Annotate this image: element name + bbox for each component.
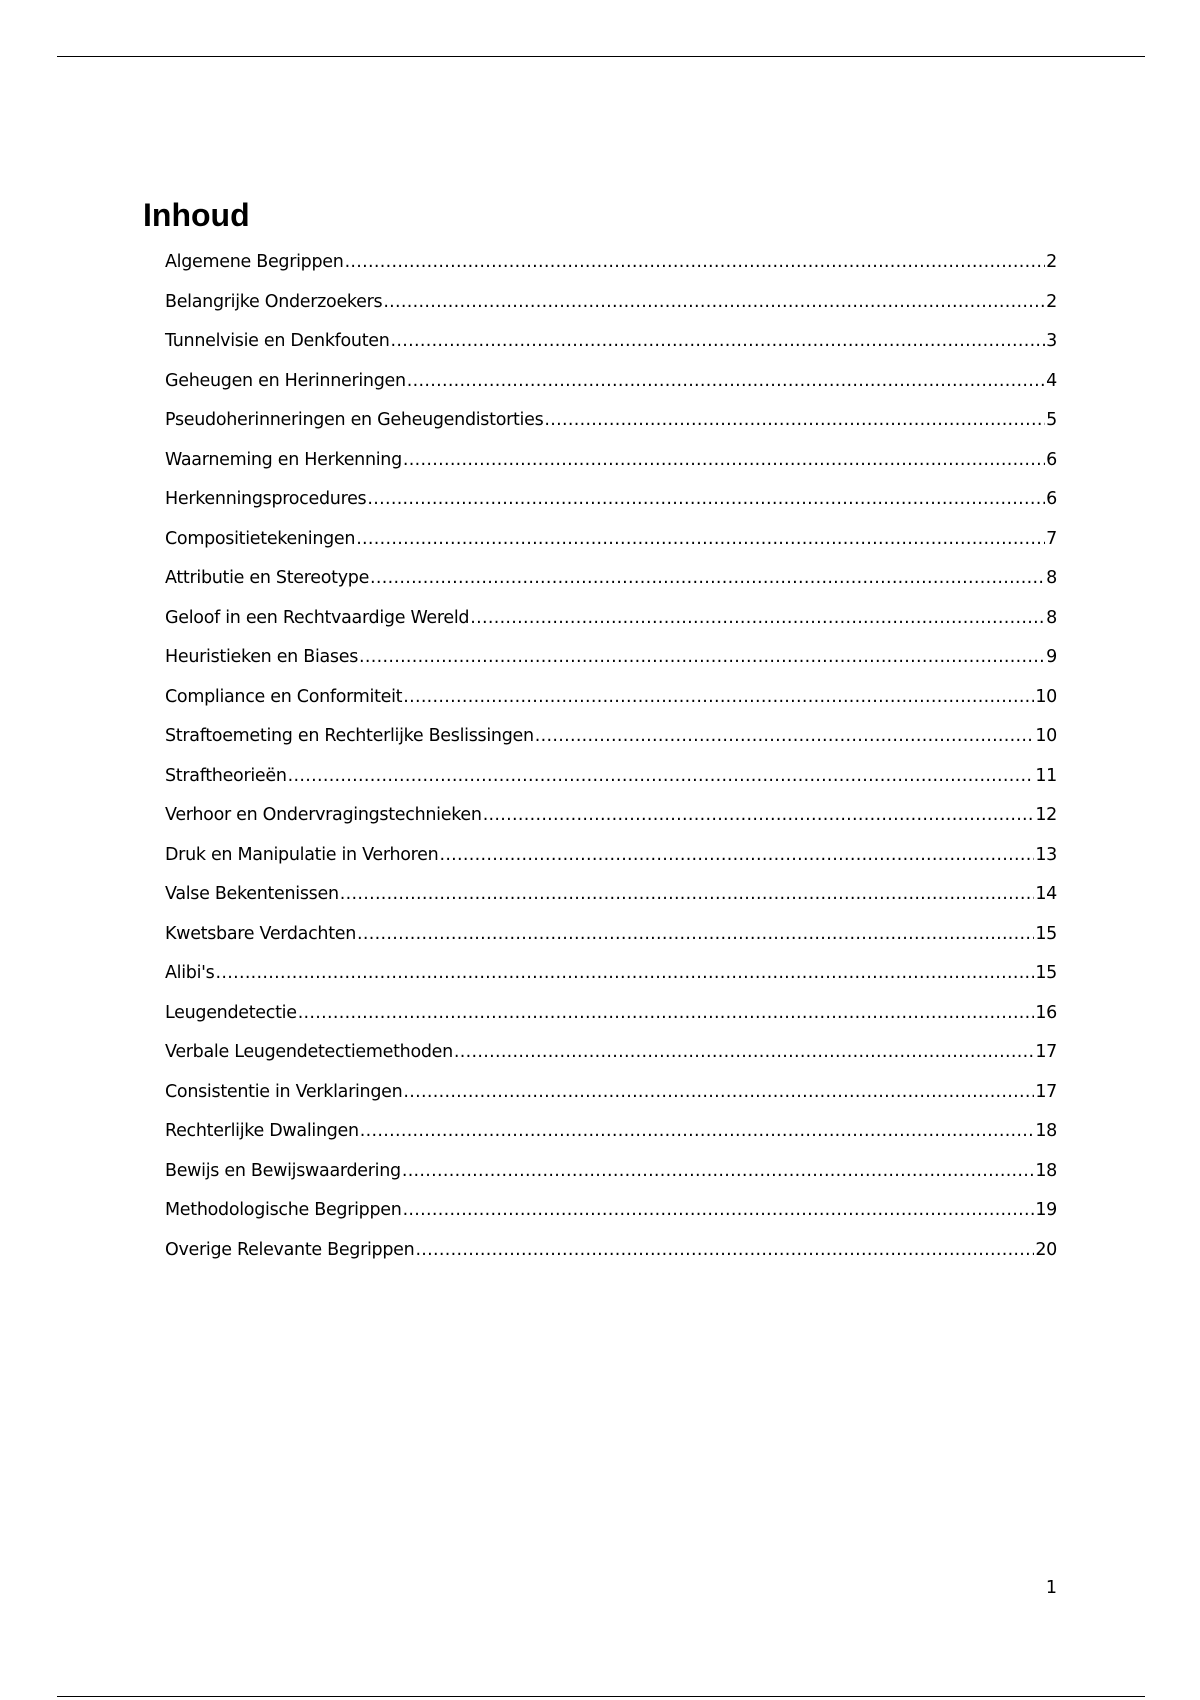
toc-entry[interactable] [165,524,1057,564]
toc-dot-leader [403,682,1034,712]
toc-entry[interactable] [165,800,1057,840]
toc-entry-page: 8 [1046,607,1057,628]
toc-entry-page: 2 [1046,291,1057,312]
toc-entry-label: Verbale Leugendetectiemethoden [165,1042,453,1062]
toc-entry-label: Geloof in een Rechtvaardige Wereld [165,607,470,628]
toc-entry[interactable] [165,287,1057,327]
toc-entry[interactable] [165,405,1057,445]
toc-entry-label: Straftheorieën [165,765,287,786]
toc-entry[interactable] [165,445,1057,485]
toc-entry-label: Herkenningsprocedures [165,489,367,509]
toc-entry-label: Straftoemeting en Rechterlijke Beslissingen [165,726,534,746]
toc-dot-leader [535,721,1035,751]
toc-entry-page: 17 [1035,1081,1057,1102]
toc-entry-page: 11 [1035,765,1057,786]
toc-entry-page: 5 [1046,410,1057,430]
toc-entry-label: Compliance en Conformiteit [165,686,403,707]
toc-entry-page: 15 [1035,963,1057,983]
toc-entry[interactable] [165,1077,1057,1117]
toc-entry-page: 9 [1046,647,1057,667]
toc-entry-page: 8 [1046,568,1057,588]
toc-dot-leader [439,840,1034,870]
toc-entry[interactable] [165,840,1057,880]
toc-entry-label: Tunnelvisie en Denkfouten [165,331,390,351]
toc-entry[interactable] [165,366,1057,406]
toc-dot-leader [383,287,1045,317]
toc-entry-page: 13 [1035,844,1057,865]
toc-dot-leader [415,1235,1034,1265]
toc-entry-page: 2 [1046,252,1057,272]
toc-dot-leader [403,445,1045,475]
toc-entry[interactable] [165,642,1057,682]
toc-dot-leader [454,1037,1034,1067]
toc-dot-leader [370,563,1045,593]
toc-dot-leader [407,366,1045,396]
toc-entry[interactable] [165,919,1057,959]
toc-entry-page: 19 [1035,1200,1057,1220]
toc-entry-label: Consistentie in Verklaringen [165,1081,403,1102]
toc-entry-page: 6 [1046,449,1057,470]
toc-entry-label: Pseudoherinneringen en Geheugendistorties [165,410,544,430]
toc-entry-label: Leugendetectie [165,1002,297,1023]
toc-entry-page: 14 [1035,884,1057,904]
toc-entry[interactable] [165,721,1057,761]
toc-entry[interactable] [165,1116,1057,1156]
toc-entry-label: Druk en Manipulatie in Verhoren [165,844,439,865]
page-number: 1 [1045,1578,1057,1598]
toc-entry-label: Bewijs en Bewijswaardering [165,1160,401,1181]
toc-entry-label: Overige Relevante Begrippen [165,1239,415,1260]
toc-entry[interactable] [165,1156,1057,1196]
toc-dot-leader [470,603,1045,633]
toc-dot-leader [359,642,1045,672]
toc-entry[interactable] [165,326,1057,366]
toc-entry[interactable] [165,682,1057,722]
toc-entry[interactable] [165,761,1057,801]
toc-entry-label: Attributie en Stereotype [165,568,370,588]
table-of-contents [165,247,1057,1274]
toc-entry-label: Alibi's [165,963,215,983]
toc-entry-label: Rechterlijke Dwalingen [165,1121,359,1141]
toc-dot-leader [403,1077,1034,1107]
toc-dot-leader [544,405,1045,435]
toc-entry-page: 10 [1035,686,1057,707]
toc-entry-label: Kwetsbare Verdachten [165,923,357,944]
toc-entry[interactable] [165,484,1057,524]
toc-entry-page: 7 [1046,528,1057,549]
toc-entry[interactable] [165,247,1057,287]
toc-entry-label: Verhoor en Ondervragingstechnieken [165,805,482,825]
toc-entry-label: Algemene Begrippen [165,252,344,272]
toc-title: Inhoud [143,197,250,233]
toc-entry-page: 15 [1035,923,1057,944]
toc-dot-leader [391,326,1046,356]
toc-dot-leader [216,958,1035,988]
toc-dot-leader [340,879,1035,909]
toc-entry[interactable] [165,958,1057,998]
toc-entry-page: 3 [1046,331,1057,351]
toc-dot-leader [483,800,1035,830]
toc-dot-leader [357,919,1034,949]
toc-dot-leader [360,1116,1035,1146]
toc-entry[interactable] [165,879,1057,919]
toc-entry[interactable] [165,603,1057,643]
toc-dot-leader [367,484,1045,514]
toc-entry[interactable] [165,1037,1057,1077]
toc-entry-page: 17 [1035,1042,1057,1062]
toc-entry-label: Belangrijke Onderzoekers [165,291,383,312]
toc-entry-page: 6 [1046,489,1057,509]
toc-entry-label: Methodologische Begrippen [165,1200,402,1220]
toc-entry-label: Geheugen en Herinneringen [165,370,406,391]
toc-entry[interactable] [165,1195,1057,1235]
toc-entry-page: 20 [1035,1239,1057,1260]
toc-dot-leader [288,761,1035,791]
toc-dot-leader [402,1156,1035,1186]
toc-entry-page: 16 [1035,1002,1057,1023]
header-rule [57,56,1145,57]
toc-entry-label: Waarneming en Herkenning [165,449,402,470]
toc-dot-leader [356,524,1045,554]
toc-entry[interactable] [165,563,1057,603]
toc-entry-page: 4 [1046,370,1057,391]
toc-dot-leader [298,998,1035,1028]
toc-entry-page: 10 [1035,726,1057,746]
toc-entry-label: Heuristieken en Biases [165,647,359,667]
toc-dot-leader [345,247,1046,277]
toc-entry-label: Compositietekeningen [165,528,356,549]
toc-dot-leader [403,1195,1035,1225]
toc-entry-page: 12 [1035,805,1057,825]
toc-entry-label: Valse Bekentenissen [165,884,339,904]
toc-entry[interactable] [165,998,1057,1038]
toc-entry[interactable] [165,1235,1057,1275]
toc-entry-page: 18 [1035,1121,1057,1141]
footer-rule [57,1696,1145,1697]
toc-entry-page: 18 [1035,1160,1057,1181]
